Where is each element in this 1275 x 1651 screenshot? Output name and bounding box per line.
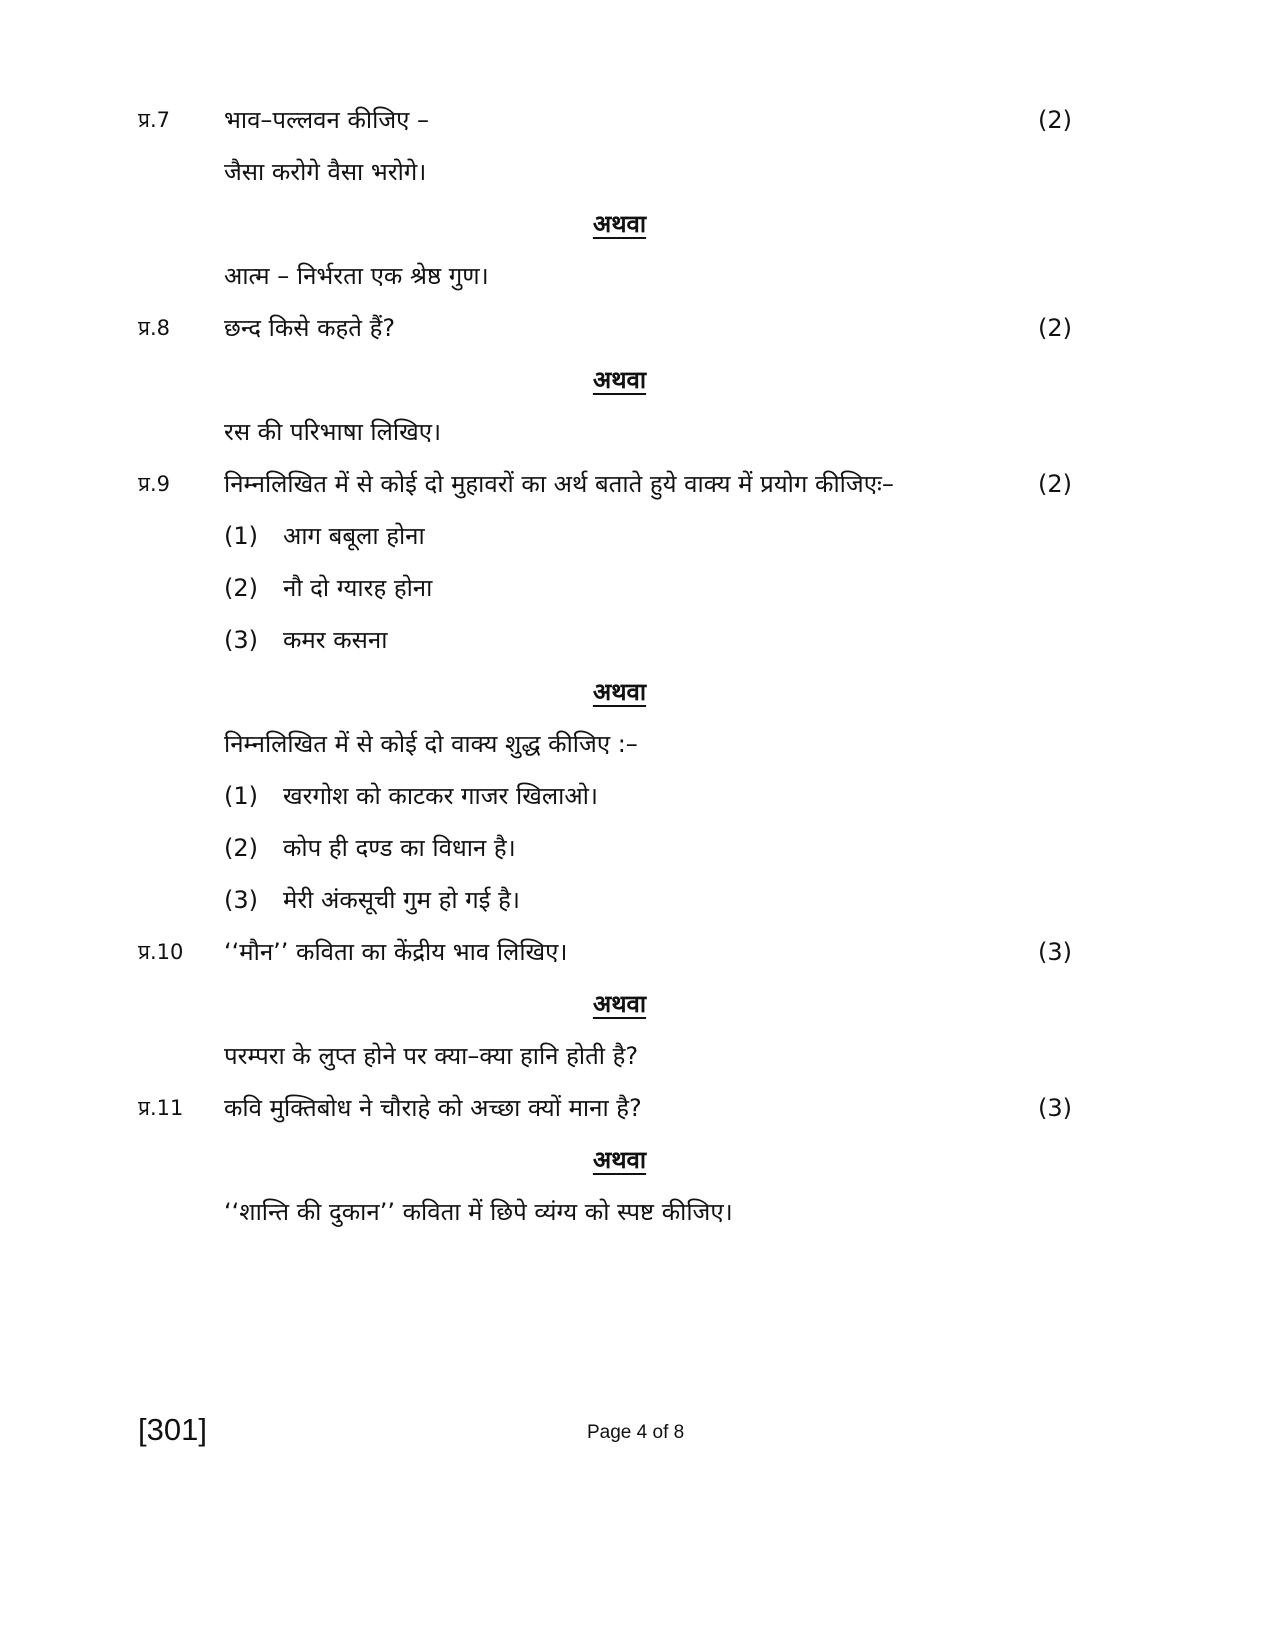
question-7 [0, 100, 1275, 140]
option-text: खरगोश को काटकर गाजर खिलाओ। [283, 782, 598, 810]
or-label: अथवा [592, 678, 647, 706]
list-item [0, 776, 1275, 816]
or-label: अथवा [592, 210, 647, 238]
alternative-text: आत्म – निर्भरता एक श्रेष्ठ गुण। [224, 262, 489, 290]
question-marks: (2) [1038, 314, 1072, 342]
option-number: (1) [224, 782, 258, 810]
question-9-alternative [0, 724, 1275, 764]
list-item [0, 620, 1275, 660]
question-8-alternative [0, 412, 1275, 452]
or-label: अथवा [592, 366, 647, 394]
question-10-alternative [0, 1036, 1275, 1076]
option-text: कमर कसना [283, 626, 388, 654]
list-item [0, 828, 1275, 868]
question-marks: (2) [1038, 470, 1072, 498]
question-number: प्र.9 [138, 472, 170, 496]
question-7-line [0, 152, 1275, 192]
question-prompt: ‘‘मौन’’ कविता का केंद्रीय भाव लिखिए। [224, 938, 568, 966]
or-label: अथवा [592, 990, 647, 1018]
question-11-alternative [0, 1192, 1275, 1232]
alternative-prompt: निम्नलिखित में से कोई दो वाक्य शुद्ध कीजिए :– [224, 730, 638, 758]
option-text: नौ दो ग्यारह होना [283, 574, 433, 602]
question-11 [0, 1088, 1275, 1128]
question-7-alternative [0, 256, 1275, 296]
question-10 [0, 932, 1275, 972]
option-text: मेरी अंकसूची गुम हो गई है। [283, 886, 520, 914]
option-number: (2) [224, 834, 258, 862]
question-marks: (3) [1038, 938, 1072, 966]
option-number: (3) [224, 626, 258, 654]
paper-code: [301] [138, 1412, 207, 1447]
question-text: जैसा करोगे वैसा भरोगे। [224, 158, 427, 186]
option-text: आग बबूला होना [283, 522, 425, 550]
question-number: प्र.7 [138, 108, 170, 132]
question-prompt: कवि मुक्तिबोध ने चौराहे को अच्छा क्यों माना है? [224, 1094, 642, 1122]
question-prompt: निम्नलिखित में से कोई दो मुहावरों का अर्थ बताते हुये वाक्य में प्रयोग कीजिएः– [224, 470, 894, 498]
option-text: कोप ही दण्ड का विधान है। [283, 834, 516, 862]
option-number: (3) [224, 886, 258, 914]
or-divider [0, 984, 1275, 1024]
option-number: (2) [224, 574, 258, 602]
question-number: प्र.11 [138, 1096, 184, 1120]
page-number: Page 4 of 8 [587, 1422, 685, 1443]
list-item [0, 568, 1275, 608]
question-marks: (3) [1038, 1094, 1072, 1122]
list-item [0, 516, 1275, 556]
or-divider [0, 1140, 1275, 1180]
or-label: अथवा [592, 1146, 647, 1174]
question-marks: (2) [1038, 106, 1072, 134]
question-8 [0, 308, 1275, 348]
alternative-text: रस की परिभाषा लिखिए। [224, 418, 442, 446]
question-number: प्र.8 [138, 316, 170, 340]
or-divider [0, 360, 1275, 400]
option-number: (1) [224, 522, 258, 550]
list-item [0, 880, 1275, 920]
alternative-text: परम्परा के लुप्त होने पर क्या–क्या हानि होती है? [224, 1042, 639, 1070]
question-number: प्र.10 [138, 940, 184, 964]
question-9 [0, 464, 1275, 504]
or-divider [0, 204, 1275, 244]
question-prompt: छन्द किसे कहते हैं? [224, 314, 396, 342]
or-divider [0, 672, 1275, 712]
question-prompt: भाव–पल्लवन कीजिए – [224, 106, 430, 134]
alternative-text: ‘‘शान्ति की दुकान’’ कविता में छिपे व्यंग्य को स्पष्ट कीजिए। [224, 1198, 733, 1226]
